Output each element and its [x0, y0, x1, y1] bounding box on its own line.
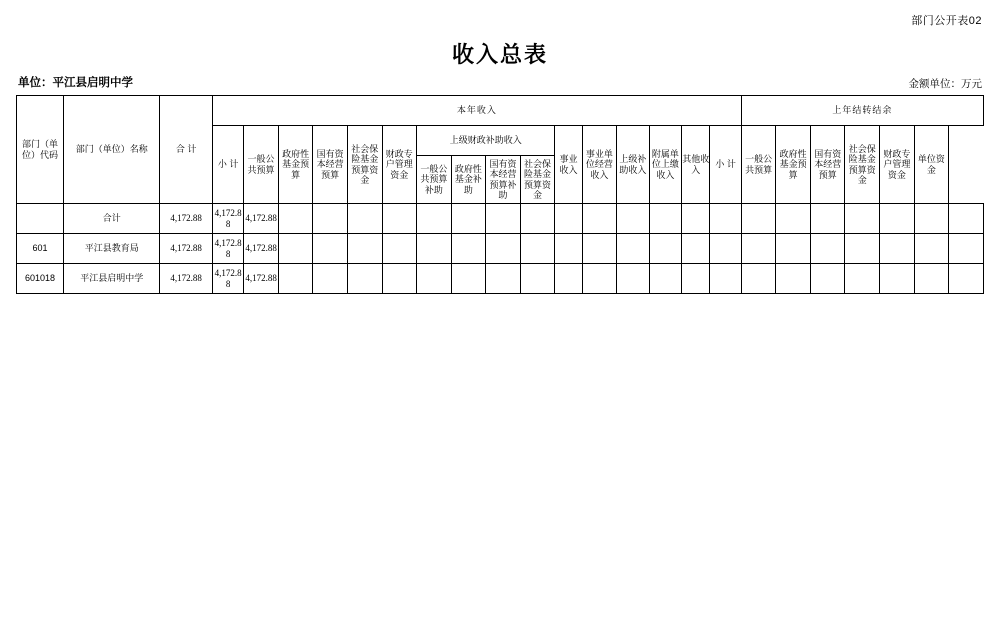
cell-state-capital-budget: [313, 204, 348, 234]
cell-affiliated-unit-paid: [649, 264, 681, 294]
cell-business-income: [555, 234, 582, 264]
cell-co-general-public: [741, 204, 776, 234]
cell-other-income: [682, 204, 710, 234]
th-upper-state-capital: 国有资本经营预算补助: [486, 156, 521, 204]
cell-upper-gov-fund: [451, 264, 486, 294]
cell-business-income: [555, 264, 582, 294]
cell-extra-1: [949, 234, 984, 264]
cell-co-social-insurance: [845, 234, 880, 264]
th-co-subtotal: 小 计: [710, 126, 741, 204]
cell-co-fiscal-special: [880, 204, 915, 234]
cell-upper-state-capital: [486, 204, 521, 234]
cell-affiliated-unit-paid: [649, 234, 681, 264]
cell-business-income: [555, 204, 582, 234]
cell-co-gov-fund: [776, 264, 811, 294]
cell-affiliated-unit-paid: [649, 204, 681, 234]
cell-business-unit-operating: [582, 234, 617, 264]
table-row: [17, 264, 984, 294]
cell-social-insurance-fund: [347, 234, 382, 264]
cell-co-unit-capital: [914, 234, 949, 264]
cell-general-public-budget: 4,172.88: [244, 264, 279, 294]
cell-subtotal: 4,172.88: [212, 234, 243, 264]
cell-upper-state-capital: [486, 234, 521, 264]
cell-gov-fund-budget: [278, 264, 313, 294]
unit-label: 单位：平江县启明中学: [18, 77, 133, 89]
th-other-income: 其他收入: [682, 126, 710, 204]
cell-general-public-budget: 4,172.88: [244, 204, 279, 234]
cell-upper-level-subsidy: [617, 234, 649, 264]
th-upper-general-public: 一般公共预算补助: [417, 156, 452, 204]
cell-social-insurance-fund: [347, 264, 382, 294]
cell-total: 4,172.88: [160, 204, 212, 234]
cell-dept-name: 平江县启明中学: [64, 264, 160, 294]
th-fiscal-special-account: 财政专户管理资金: [382, 126, 417, 204]
cell-co-gov-fund: [776, 204, 811, 234]
th-upper-gov-fund: 政府性基金补助: [451, 156, 486, 204]
cell-state-capital-budget: [313, 234, 348, 264]
form-code: 部门公开表02: [911, 15, 982, 27]
cell-business-unit-operating: [582, 204, 617, 234]
cell-co-general-public: [741, 234, 776, 264]
th-dept-name: 部门（单位）名称: [64, 96, 160, 204]
cell-upper-social-insurance: [520, 234, 555, 264]
th-social-insurance-fund: 社会保险基金预算资金: [347, 126, 382, 204]
th-affiliated-unit-paid: 附属单位上缴收入: [649, 126, 681, 204]
cell-dept-code: [17, 204, 64, 234]
cell-dept-code: 601: [17, 234, 64, 264]
th-co-state-capital: 国有资本经营预算: [810, 126, 845, 204]
cell-co-unit-capital: [914, 204, 949, 234]
cell-state-capital-budget: [313, 264, 348, 294]
cell-co-state-capital: [810, 264, 845, 294]
cell-co-state-capital: [810, 204, 845, 234]
cell-upper-general-public: [417, 204, 452, 234]
cell-other-income: [682, 234, 710, 264]
income-summary-table: [16, 95, 984, 294]
cell-co-general-public: [741, 264, 776, 294]
th-gov-fund-budget: 政府性基金预算: [278, 126, 313, 204]
cell-dept-name: 平江县教育局: [64, 234, 160, 264]
cell-co-fiscal-special: [880, 264, 915, 294]
cell-general-public-budget: 4,172.88: [244, 234, 279, 264]
cell-extra-1: [949, 264, 984, 294]
cell-co-state-capital: [810, 234, 845, 264]
cell-co-subtotal: [710, 204, 741, 234]
cell-business-unit-operating: [582, 264, 617, 294]
th-carryover: 上年结转结余: [741, 96, 983, 126]
cell-co-gov-fund: [776, 234, 811, 264]
th-co-gov-fund: 政府性基金预算: [776, 126, 811, 204]
th-total: 合 计: [160, 96, 212, 204]
cell-co-fiscal-special: [880, 234, 915, 264]
cell-upper-level-subsidy: [617, 204, 649, 234]
th-co-general-public: 一般公共预算: [741, 126, 776, 204]
th-business-income: 事业收入: [555, 126, 582, 204]
amount-unit-label: 金额单位：万元: [908, 78, 982, 90]
cell-fiscal-special-account: [382, 204, 417, 234]
cell-fiscal-special-account: [382, 264, 417, 294]
cell-co-social-insurance: [845, 264, 880, 294]
cell-upper-state-capital: [486, 264, 521, 294]
cell-other-income: [682, 264, 710, 294]
cell-upper-general-public: [417, 264, 452, 294]
cell-upper-general-public: [417, 234, 452, 264]
cell-subtotal: 4,172.88: [212, 204, 243, 234]
page-title: 收入总表: [451, 42, 548, 67]
th-co-fiscal-special: 财政专户管理资金: [880, 126, 915, 204]
cell-total: 4,172.88: [160, 234, 212, 264]
th-state-capital-budget: 国有资本经营预算: [313, 126, 348, 204]
cell-upper-level-subsidy: [617, 264, 649, 294]
th-general-public-budget: 一般公共预算: [244, 126, 279, 204]
cell-extra-1: [949, 204, 984, 234]
cell-total: 4,172.88: [160, 264, 212, 294]
cell-co-social-insurance: [845, 204, 880, 234]
table-row: [17, 234, 984, 264]
income-summary-table-wrapper: [16, 95, 984, 294]
cell-upper-social-insurance: [520, 264, 555, 294]
th-business-unit-operating: 事业单位经营收入: [582, 126, 617, 204]
th-current-year-income: 本年收入: [212, 96, 741, 126]
th-upper-social-insurance: 社会保险基金预算资金: [520, 156, 555, 204]
th-co-unit-capital: 单位资金: [914, 126, 949, 204]
cell-social-insurance-fund: [347, 204, 382, 234]
cell-upper-gov-fund: [451, 204, 486, 234]
cell-gov-fund-budget: [278, 204, 313, 234]
th-dept-code: 部门（单位）代码: [17, 96, 64, 204]
cell-co-unit-capital: [914, 264, 949, 294]
cell-upper-social-insurance: [520, 204, 555, 234]
th-upper-level-subsidy: 上级补助收入: [617, 126, 649, 204]
table-header-row-1: [17, 96, 984, 126]
cell-upper-gov-fund: [451, 234, 486, 264]
th-subtotal: 小 计: [212, 126, 243, 204]
cell-dept-name: 合计: [64, 204, 160, 234]
cell-dept-code: 601018: [17, 264, 64, 294]
cell-subtotal: 4,172.88: [212, 264, 243, 294]
th-co-social-insurance: 社会保险基金预算资金: [845, 126, 880, 204]
th-upper-subsidy: 上级财政补助收入: [417, 126, 555, 156]
cell-gov-fund-budget: [278, 234, 313, 264]
cell-fiscal-special-account: [382, 234, 417, 264]
table-row: [17, 204, 984, 234]
cell-co-subtotal: [710, 264, 741, 294]
cell-co-subtotal: [710, 234, 741, 264]
